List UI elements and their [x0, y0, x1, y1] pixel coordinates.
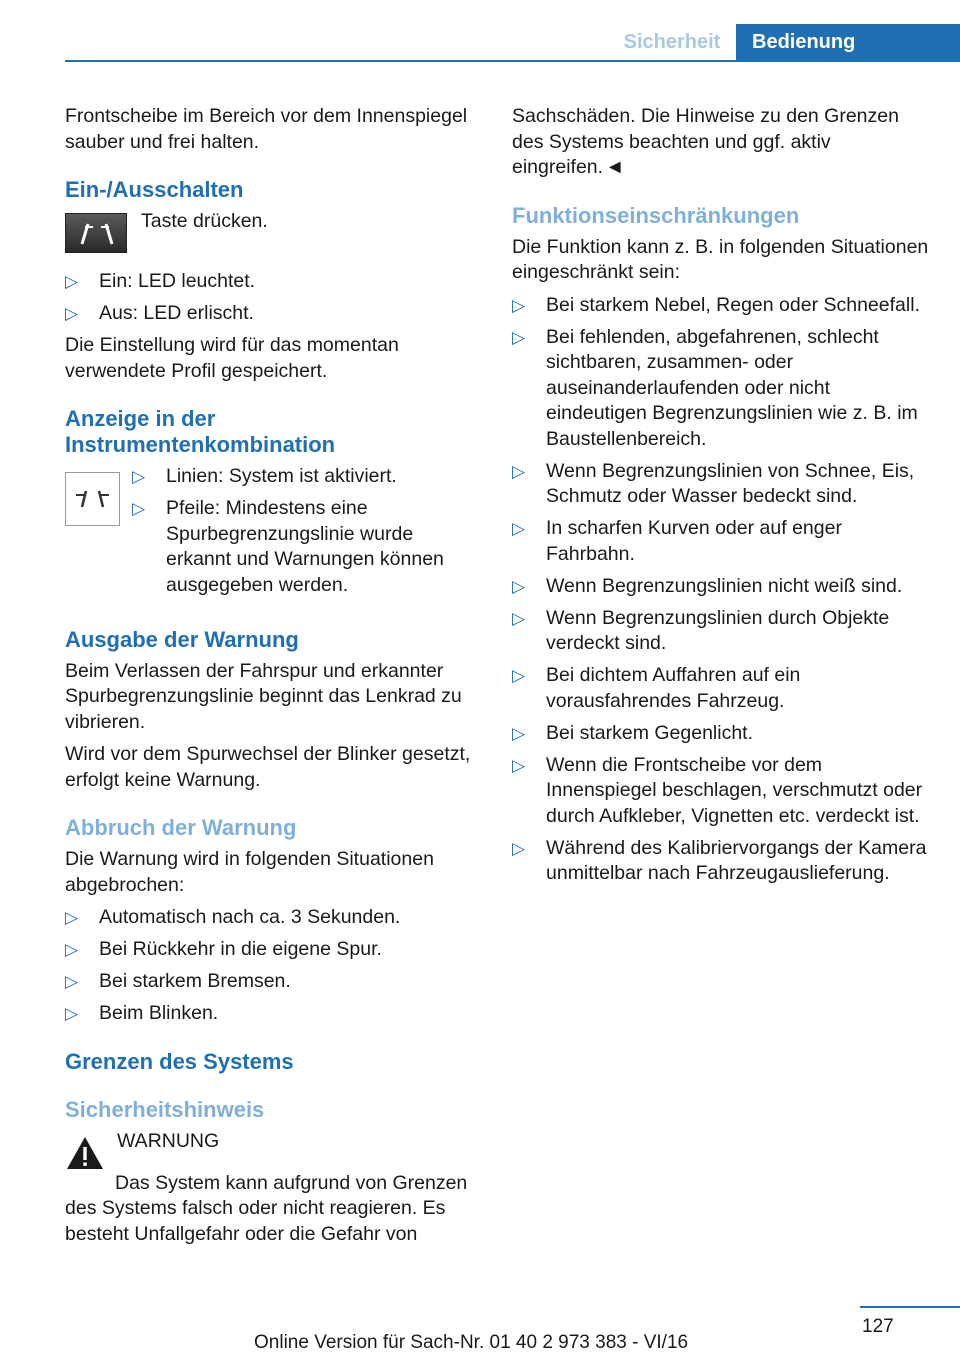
anzeige-list [132, 464, 480, 605]
bullet-icon: ▷ [512, 723, 526, 743]
bullet-icon: ▷ [512, 666, 526, 685]
lane-button-icon [65, 213, 127, 253]
bullet-icon: ▷ [512, 461, 526, 481]
list-item: ▷ Bei starkem Bremsen. [65, 969, 480, 995]
ausgabe-text-1: Beim Verlassen der Fahrspur und erkannter Spurbegrenzungslinie beginnt das Lenkrad zu vibrieren. [65, 659, 462, 733]
tab-sicherheit[interactable]: Sicherheit [623, 31, 721, 53]
list-item: ▷ Wenn Begrenzungslinien nicht weiß sind. [512, 574, 930, 600]
abbruch-intro: Die Warnung wird in folgenden Situationen abgebrochen: [65, 848, 434, 896]
heading-ein-aus: Ein-/Ausschalten [65, 177, 244, 202]
list-item: ▷ In scharfen Kurven oder auf enger Fahrbahn. [512, 517, 842, 565]
bullet-icon: ▷ [512, 608, 526, 628]
tab-bedienung[interactable]: Bedienung [736, 24, 960, 61]
bullet-icon: ▷ [512, 755, 526, 775]
end-mark-icon: ◄ [605, 156, 625, 178]
ausgabe-text-2: Wird vor dem Spurwechsel der Blinker gesetzt, erfolgt keine Warnung. [65, 743, 471, 791]
key-instruction: Taste drücken. [141, 210, 268, 232]
heading-grenzen: Grenzen des Systems [65, 1048, 294, 1074]
list-item: ▷ Linien: System ist aktiviert. [132, 464, 480, 490]
list-item: ▷ Wenn Begrenzungslinien von Schnee, Eis, Schmutz oder Wasser bedeckt sind. [512, 459, 915, 507]
list-item: ▷ Aus: LED erlischt. [65, 301, 480, 327]
list-item: ▷ Während des Kalibriervorgangs der Kamera unmittelbar nach Fahrzeugauslieferung. [512, 836, 927, 884]
bullet-icon: ▷ [65, 272, 79, 291]
bullet-icon: ▷ [65, 1004, 79, 1023]
bullet-icon: ▷ [132, 467, 146, 486]
bullet-icon: ▷ [65, 940, 79, 959]
funktion-list [512, 293, 930, 887]
heading-anzeige: Anzeige in der Instrumentenkombination [65, 406, 336, 457]
bullet-icon: ▷ [65, 972, 79, 991]
bullet-icon: ▷ [132, 499, 146, 518]
bullet-icon: ▷ [512, 838, 526, 858]
bullet-icon: ▷ [512, 295, 526, 315]
list-item: ▷ Wenn Begrenzungslinien durch Objekte verdeckt sind. [512, 606, 890, 654]
heading-sicherheitshinweis: Sicherheitshinweis [65, 1096, 265, 1122]
profile-text: Die Einstellung wird für das momentan verwendete Profil gespeichert. [65, 334, 399, 382]
bullet-icon: ▷ [65, 304, 79, 323]
heading-abbruch: Abbruch der Warnung [65, 815, 297, 840]
list-item: ▷ Bei Rückkehr in die eigene Spur. [65, 937, 480, 963]
bullet-icon: ▷ [65, 908, 79, 927]
intro-text: Frontscheibe im Bereich vor dem Innenspiegel sauber und frei halten. [65, 105, 468, 153]
warning-triangle-icon [65, 1135, 105, 1171]
list-item: ▷ Beim Blinken. [65, 1001, 480, 1027]
heading-ausgabe: Ausgabe der Warnung [65, 626, 299, 652]
lane-lines-icon [65, 472, 120, 526]
list-item: ▷ Pfeile: Mindestens eine Spurbegrenzungslinie wurde erkannt und Warnungen können ausgegeben werden. [132, 497, 444, 596]
bullet-icon: ▷ [512, 576, 526, 596]
warning-label: WARNUNG [117, 1129, 220, 1152]
key-row [65, 209, 480, 253]
heading-funktionseinschraenkungen: Funktionseinschränkungen [512, 202, 800, 228]
list-item: ▷ Bei starkem Gegenlicht. [512, 721, 930, 747]
bullet-icon: ▷ [512, 519, 526, 538]
warning-text: Das System kann aufgrund von Grenzen des Systems falsch oder nicht reagieren. Es besteht Unfallgefahr oder die Gefahr von [65, 1171, 468, 1245]
right-column [512, 104, 930, 893]
bullet-icon: ▷ [512, 327, 526, 347]
abbruch-list [65, 905, 480, 1027]
online-version-text: Online Version für Sach-Nr. 01 40 2 973 383 - VI/16 [254, 1332, 689, 1353]
list-item: ▷ Bei dichtem Auffahren auf ein vorausfahrendes Fahrzeug. [512, 664, 801, 712]
list-item: ▷ Ein: LED leuchtet. [65, 269, 480, 295]
continued-text: Sachschäden. Die Hinweise zu den Grenzen des Systems beachten und ggf. aktiv eingreifen. ◄ [512, 105, 899, 178]
left-column [65, 104, 480, 1254]
list-item: ▷ Bei fehlenden, abgefahrenen, schlecht sichtbaren, zusammen- oder auseinanderlaufenden oder nicht eindeutigen Begrenzungslinien wie z. B. im Baustellenbereich. [512, 325, 918, 450]
warning-block [65, 1129, 480, 1171]
list-item: ▷ Wenn die Frontscheibe vor dem Innenspiegel beschlagen, verschmutzt oder durch Aufkleber, Vignetten etc. verdeckt ist. [512, 753, 923, 827]
footer-rule [860, 1306, 960, 1308]
funktion-intro: Die Funktion kann z. B. in folgenden Situationen eingeschränkt sein: [512, 235, 929, 283]
page-number: 127 [862, 1316, 894, 1337]
onoff-list [65, 269, 480, 327]
instrument-row [65, 464, 480, 605]
list-item: ▷ Bei starkem Nebel, Regen oder Schneefall. [512, 293, 930, 319]
list-item: ▷ Automatisch nach ca. 3 Sekunden. [65, 905, 480, 931]
